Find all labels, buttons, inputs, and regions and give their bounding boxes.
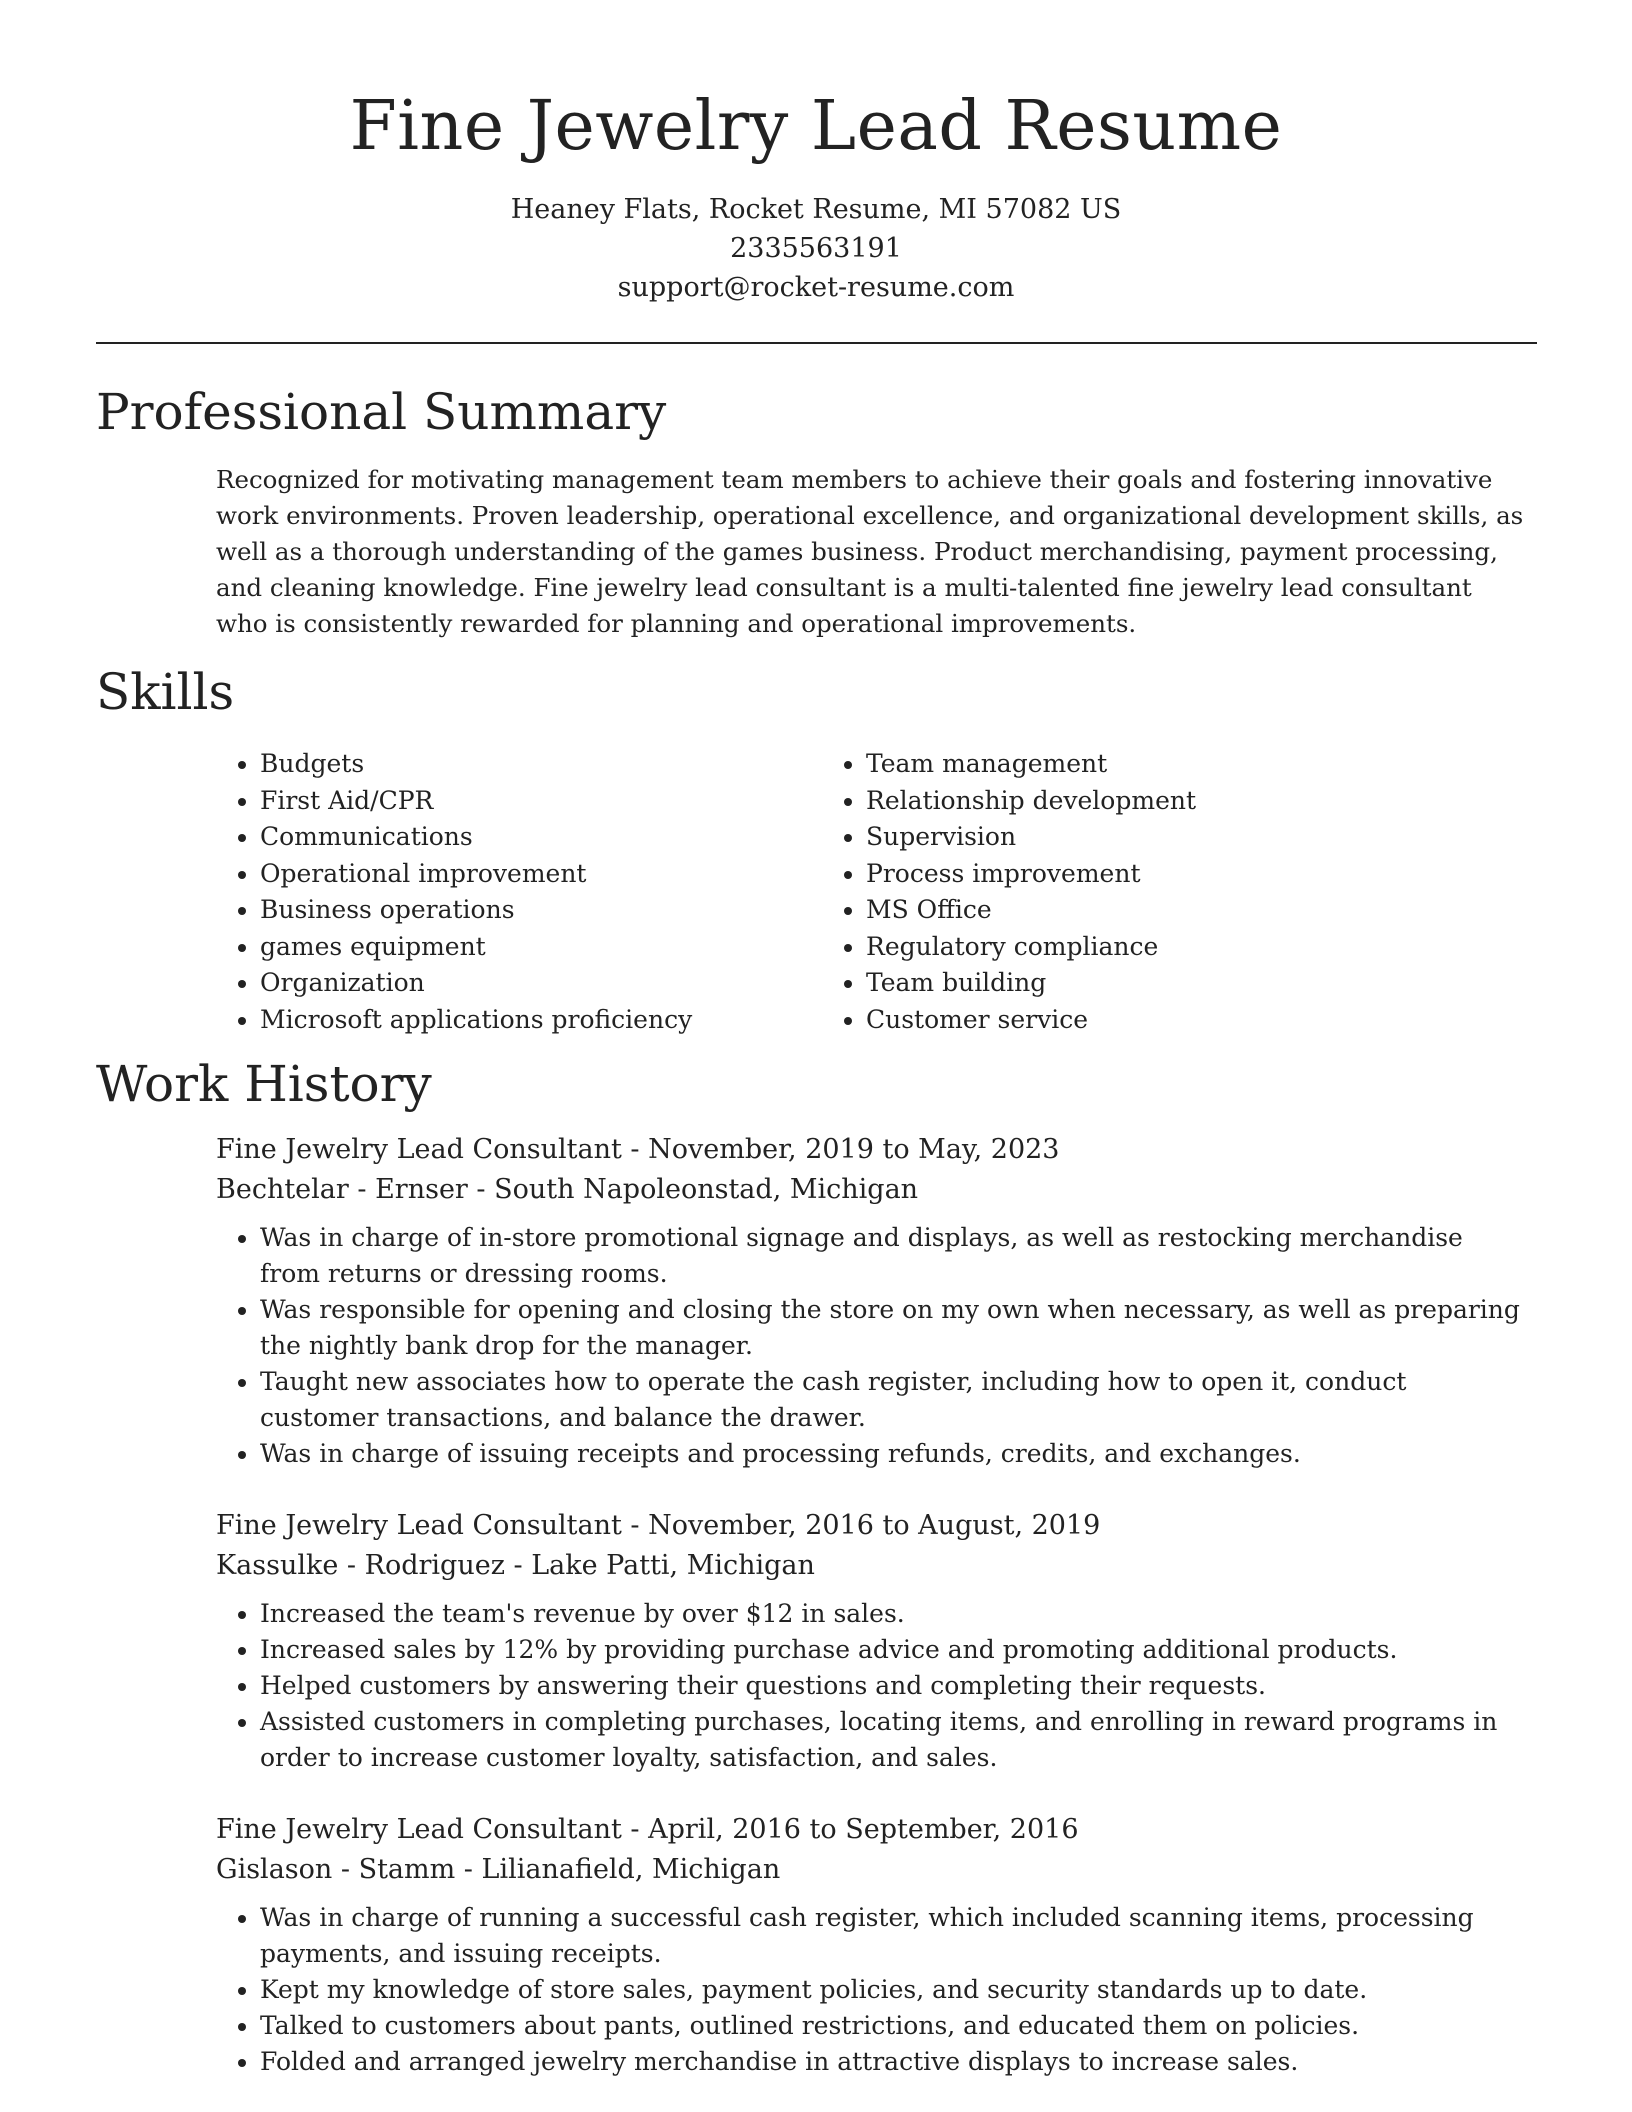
job-company-location: Kassulke - Rodriguez - Lake Patti, Michigan	[216, 1550, 815, 1581]
skill-item: • Microsoft applications proficiency	[260, 1002, 822, 1039]
skills-list	[216, 746, 1536, 1038]
skills-heading: Skills	[96, 663, 235, 721]
job-title-dates: Fine Jewelry Lead Consultant - November, 2016 to August, 2019	[216, 1510, 1101, 1541]
skills-column-right	[822, 746, 1472, 1038]
job-duty: • Assisted customers in completing purchases, locating items, and enrolling in reward programs in order to increase customer loyalty, satisfaction, and sales.	[260, 1704, 1526, 1776]
skill-item: • Budgets	[260, 746, 822, 783]
skill-item: • Business operations	[260, 892, 822, 929]
job-company-location: Bechtelar - Ernser - South Napoleonstad, Michigan	[216, 1174, 919, 1205]
skill-item: • Communications	[260, 819, 822, 856]
job-duty: • Kept my knowledge of store sales, payment policies, and security standards up to date.	[260, 1972, 1526, 2008]
job-duties	[216, 1220, 1526, 1472]
job-entry-2	[216, 1506, 1536, 1776]
job-duty: • Was responsible for opening and closing the store on my own when necessary, as well as preparing the nightly bank drop for the manager.	[260, 1292, 1526, 1364]
skill-item: • Regulatory compliance	[866, 929, 1472, 966]
job-duty: • Helped customers by answering their questions and completing their requests.	[260, 1668, 1526, 1704]
skill-item: • games equipment	[260, 929, 822, 966]
job-duty: • Talked to customers about pants, outlined restrictions, and educated them on policies.	[260, 2008, 1526, 2044]
skill-item: • Organization	[260, 965, 822, 1002]
skill-item: • Operational improvement	[260, 856, 822, 893]
job-duty: • Was in charge of running a successful cash register, which included scanning items, processing payments, and issuing receipts.	[260, 1900, 1526, 1972]
job-duty: • Was in charge of in-store promotional signage and displays, as well as restocking merchandise from returns or dressing rooms.	[260, 1220, 1526, 1292]
contact-block	[0, 190, 1632, 307]
work-history-heading: Work History	[96, 1055, 432, 1113]
skill-item: • Team management	[866, 746, 1472, 783]
skill-item: • Process improvement	[866, 856, 1472, 893]
job-entry-1	[216, 1130, 1536, 1472]
job-title-dates: Fine Jewelry Lead Consultant - April, 2016 to September, 2016	[216, 1814, 1079, 1845]
job-duty: • Increased the team's revenue by over $12 in sales.	[260, 1596, 1526, 1632]
job-entry-3	[216, 1810, 1536, 2080]
skill-item: • Team building	[866, 965, 1472, 1002]
job-title-dates: Fine Jewelry Lead Consultant - November, 2019 to May, 2023	[216, 1134, 1060, 1165]
job-duty: • Taught new associates how to operate the cash register, including how to open it, conduct customer transactions, and balance the drawer.	[260, 1364, 1526, 1436]
contact-phone: 2335563191	[730, 233, 902, 264]
skill-item: • MS Office	[866, 892, 1472, 929]
job-company-location: Gislason - Stamm - Lilianafield, Michigan	[216, 1854, 781, 1885]
header-divider	[96, 342, 1537, 344]
skill-item: • Relationship development	[866, 783, 1472, 820]
skill-item: • Supervision	[866, 819, 1472, 856]
resume-header	[0, 0, 1632, 307]
contact-address: Heaney Flats, Rocket Resume, MI 57082 US	[510, 194, 1122, 225]
summary-heading: Professional Summary	[96, 383, 667, 441]
contact-email: support@rocket-resume.com	[617, 272, 1015, 303]
summary-text: Recognized for motivating management team members to achieve their goals and fostering innovative work environments. Proven leadership, operational excellence, and organizational development skills, as well as a thorough understanding of the games business. Product merchandising, payment processing, and cleaning knowledge. Fine jewelry lead consultant is a multi-talented fine jewelry lead consultant who is consistently rewarded for planning and operational improvements.	[216, 465, 1524, 638]
job-duty: • Folded and arranged jewelry merchandise in attractive displays to increase sales.	[260, 2044, 1526, 2080]
job-duties	[216, 1596, 1526, 1776]
skills-column-left	[216, 746, 822, 1038]
job-duties	[216, 1900, 1526, 2080]
job-duty: • Was in charge of issuing receipts and processing refunds, credits, and exchanges.	[260, 1436, 1526, 1472]
resume-title: Fine Jewelry Lead Resume	[349, 87, 1283, 166]
skill-item: • Customer service	[866, 1002, 1472, 1039]
skill-item: • First Aid/CPR	[260, 783, 822, 820]
job-duty: • Increased sales by 12% by providing purchase advice and promoting additional products.	[260, 1632, 1526, 1668]
